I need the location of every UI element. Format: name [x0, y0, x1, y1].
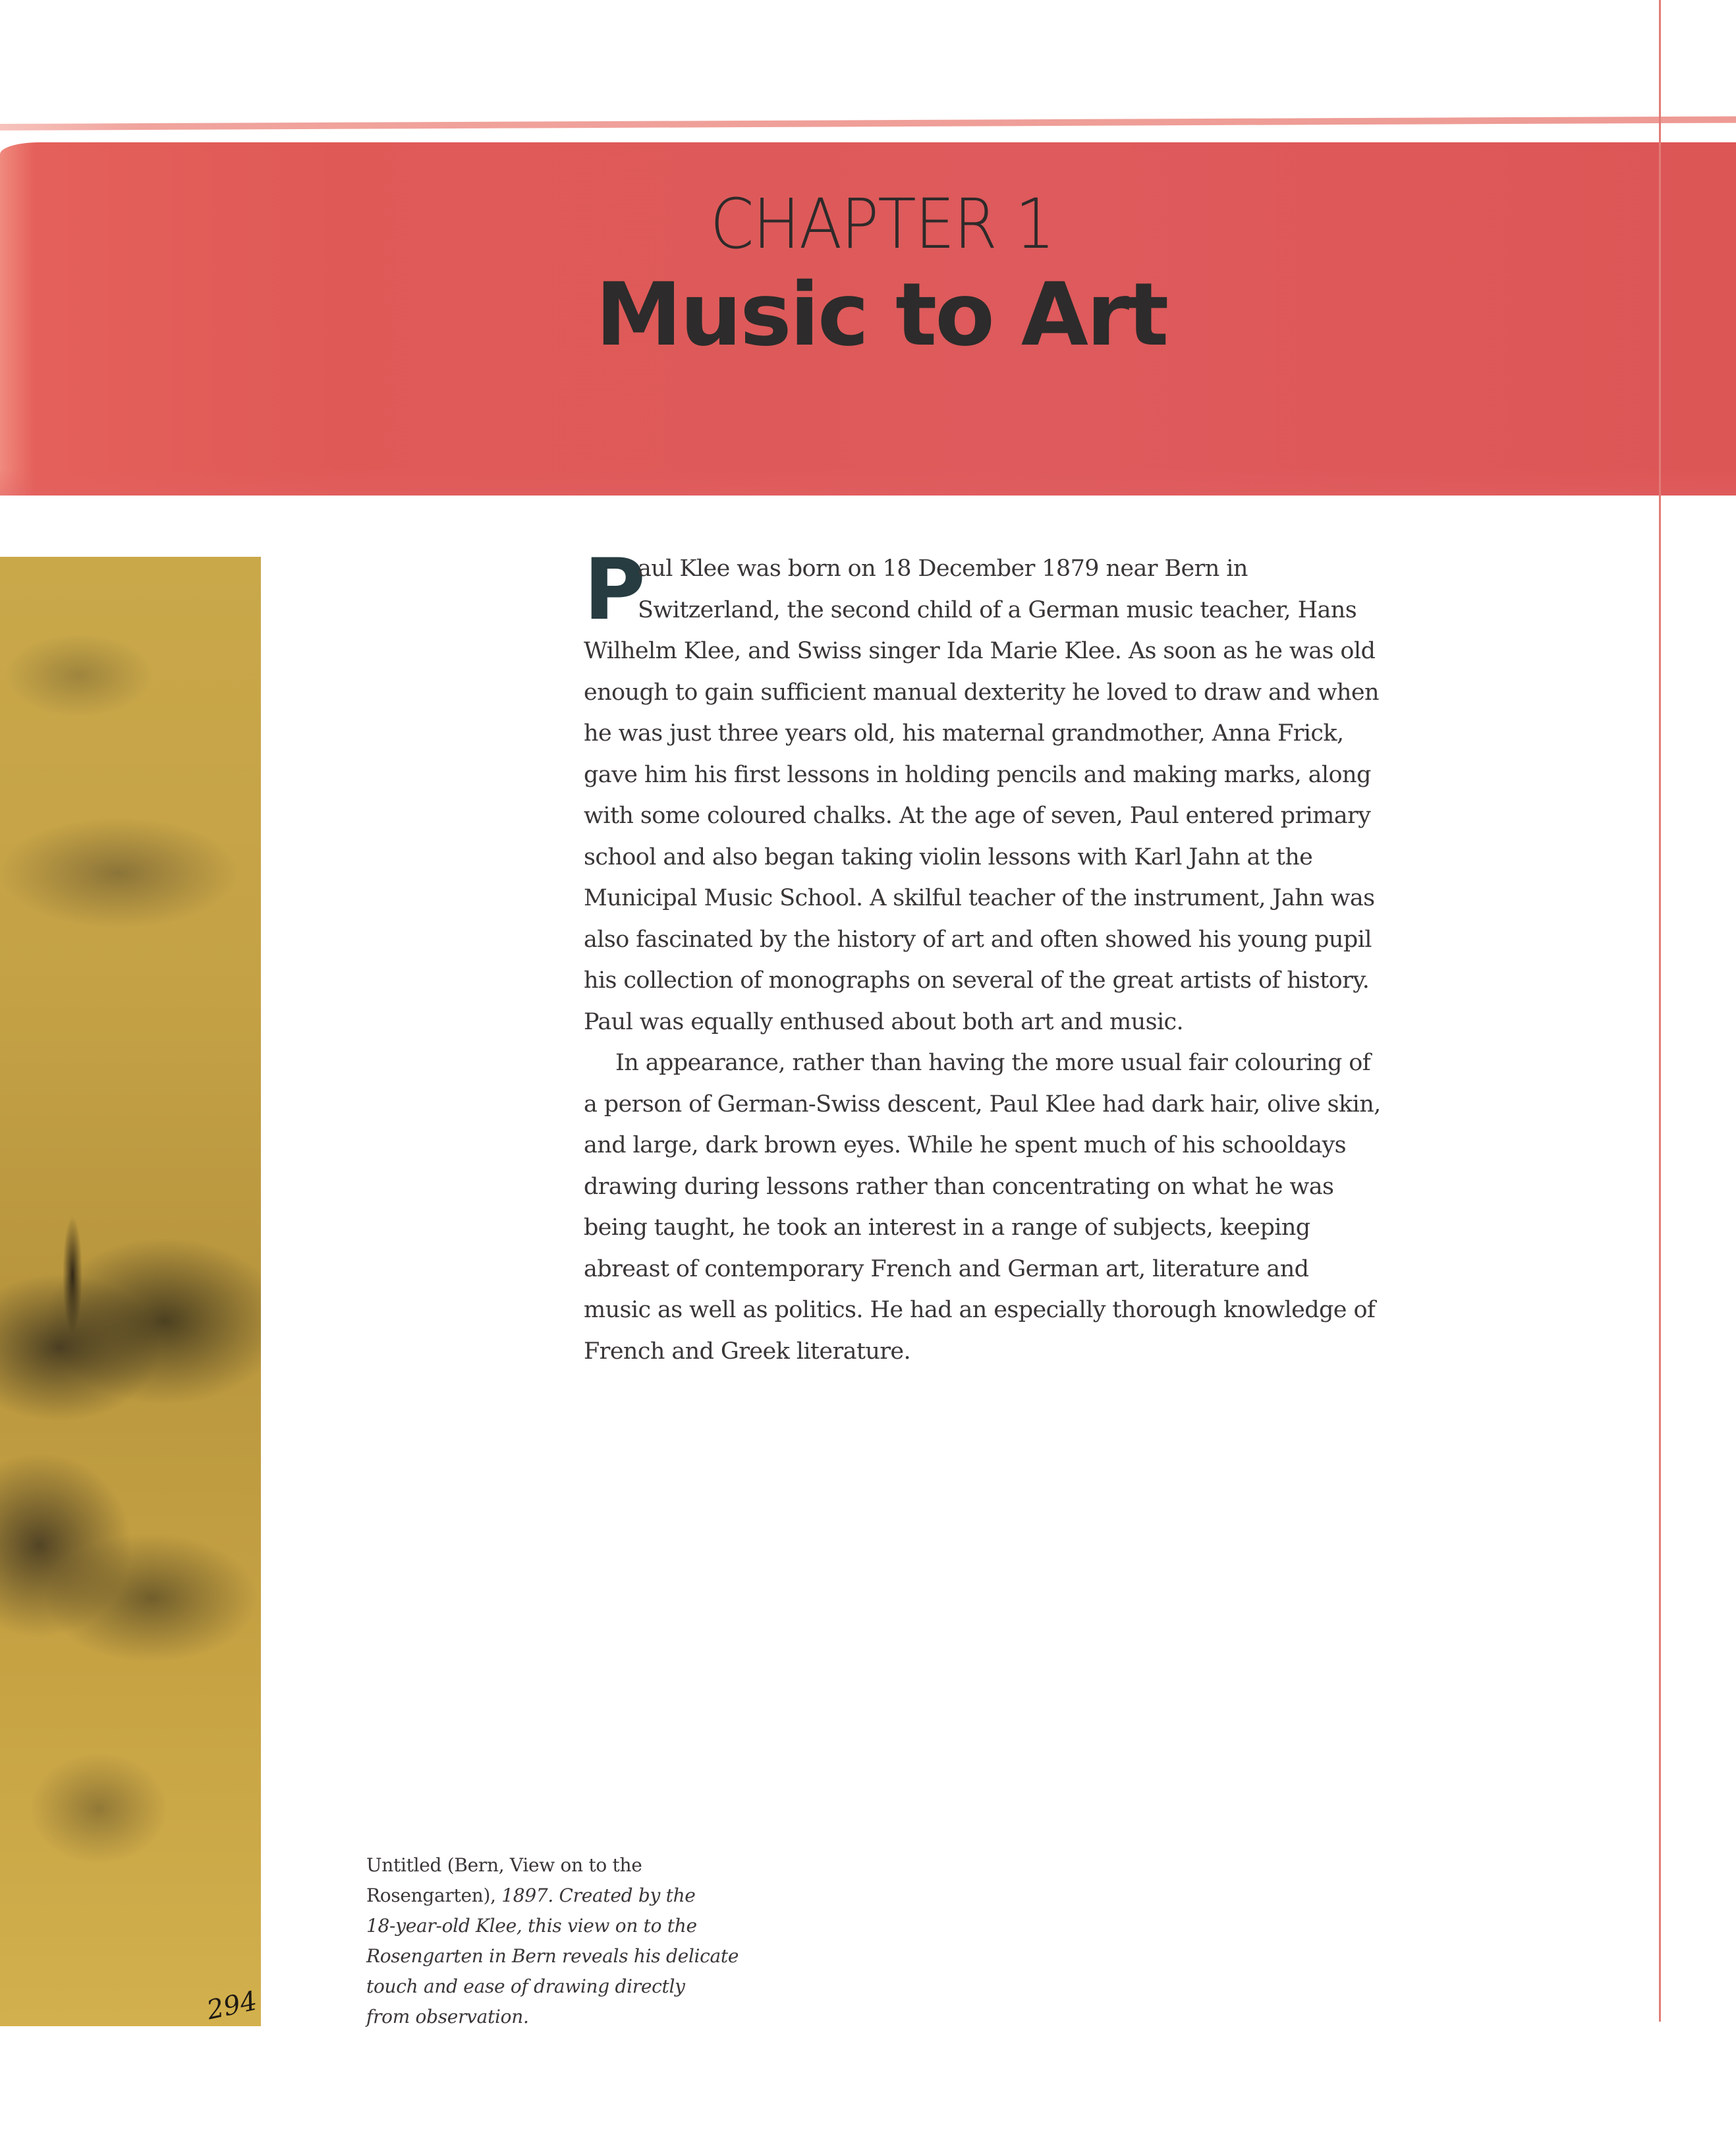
caption-title: Rosengarten),	[366, 1885, 502, 1906]
text-line: he was just three years old, his maternal grandmother, Anna Frick,	[584, 720, 1344, 747]
text-line: his collection of monographs on several of the great artists of history.	[584, 967, 1370, 994]
caption-line	[366, 1881, 775, 1911]
caption-italic: touch and ease of drawing directly	[366, 1975, 685, 1997]
figure-caption	[366, 1850, 775, 2032]
text-line: school and also began taking violin lessons with Karl Jahn at the	[584, 843, 1313, 870]
caption-line	[366, 1972, 775, 2002]
caption-line	[366, 2002, 775, 2032]
body-text	[584, 541, 1414, 1372]
text-line: drawing during lessons rather than concentrating on what he was	[584, 1173, 1334, 1200]
text-line: abreast of contemporary French and German art, literature and	[584, 1255, 1309, 1282]
text-line: also fascinated by the history of art and often showed his young pupil	[584, 926, 1372, 953]
text-line: Paul was equally enthused about both art and music.	[584, 1008, 1184, 1035]
text-line: Switzerland, the second child of a German music teacher, Hans	[638, 596, 1357, 623]
chapter-title: Music to Art	[595, 264, 1167, 366]
paragraph-1	[584, 541, 1414, 1042]
artwork-inscription: 294	[204, 1985, 260, 2026]
artwork-tree-detail	[63, 1216, 82, 1334]
text-line: and large, dark brown eyes. While he spent much of his schooldays	[584, 1132, 1347, 1158]
header-thin-stripe	[0, 117, 1736, 130]
text-line: Municipal Music School. A skilful teacher of the instrument, Jahn was	[584, 885, 1375, 911]
caption-line	[366, 1941, 775, 1972]
text-line: with some coloured chalks. At the age of seven, Paul entered primary	[584, 803, 1371, 829]
text-line: being taught, he took an interest in a range of subjects, keeping	[584, 1214, 1310, 1241]
text-line: French and Greek literature.	[584, 1338, 911, 1365]
text-line: aul Klee was born on 18 December 1879 near Bern in	[638, 555, 1248, 582]
caption-italic: Rosengarten in Bern reveals his delicate	[366, 1945, 739, 1967]
caption-italic: 18-year-old Klee, this view on to the	[366, 1915, 697, 1937]
chapter-label	[0, 184, 1736, 264]
artwork-image	[0, 557, 261, 2026]
caption-italic: 1897. Created by the	[501, 1885, 696, 1906]
text-line: music as well as politics. He had an especially thorough knowledge of	[584, 1297, 1376, 1323]
text-line: Wilhelm Klee, and Swiss singer Ida Marie Klee. As soon as he was old	[584, 638, 1376, 664]
text-line: a person of German-Swiss descent, Paul Klee had dark hair, olive skin,	[584, 1091, 1381, 1118]
text-line: enough to gain sufficient manual dexterity he loved to draw and when	[584, 679, 1379, 706]
caption-line	[366, 1911, 775, 1941]
caption-line	[366, 1850, 775, 1881]
text-line: gave him his first lessons in holding pencils and making marks, along	[584, 761, 1371, 788]
caption-italic: from observation.	[366, 2006, 529, 2028]
chapter-label-text: CHAPTER 1	[710, 184, 1054, 264]
paragraph-2	[584, 1042, 1414, 1372]
text-line: In appearance, rather than having the more usual fair colouring of	[615, 1050, 1371, 1076]
caption-title: Untitled (Bern, View on to the	[366, 1854, 642, 1876]
drop-cap: P	[584, 541, 646, 639]
